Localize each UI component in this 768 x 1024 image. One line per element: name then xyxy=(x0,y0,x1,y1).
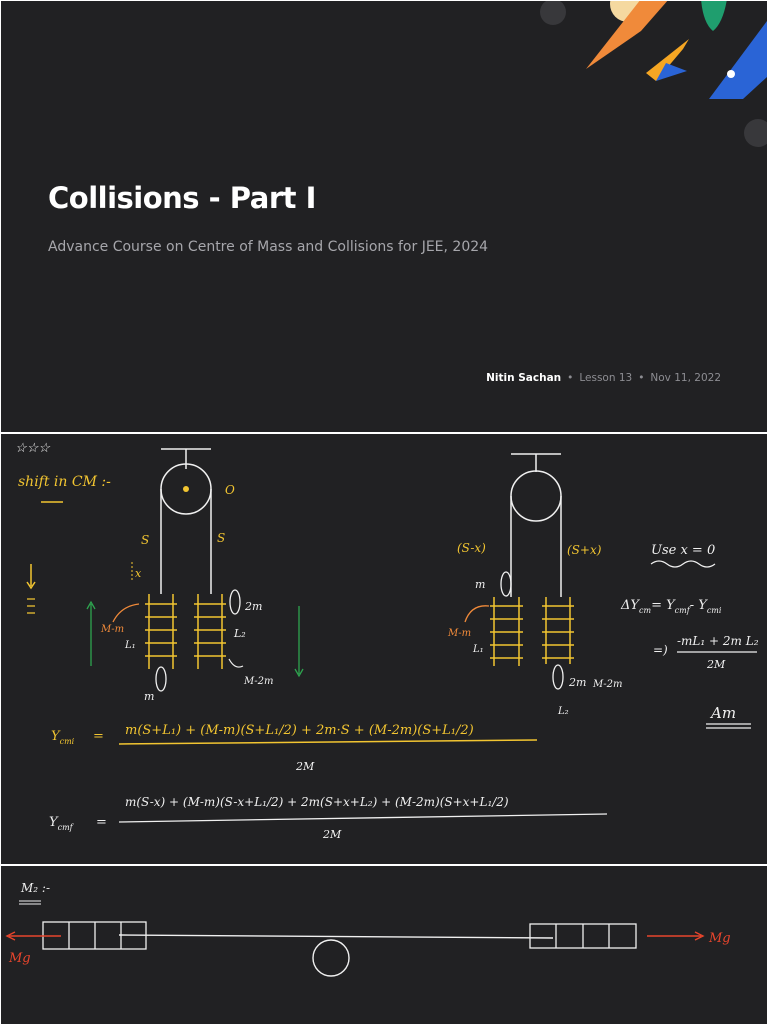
handwritten-notes xyxy=(1,434,767,864)
eq-initial-numerator: m(S+L₁) + (M-m)(S+L₁/2) + 2m·S + (M-2m)(S+L₁/2) xyxy=(125,723,474,738)
right-force-label: Mg xyxy=(709,931,731,946)
use-x-note: Use x = 0 xyxy=(651,543,716,558)
whiteboard-page-1 xyxy=(1,434,767,864)
pulley1-rope-right-label: S xyxy=(217,531,226,545)
eq-initial-fraction-bar xyxy=(119,740,537,744)
pulley1-rest: M-2m xyxy=(244,676,274,687)
pulley1-l2: L₂ xyxy=(234,627,246,640)
stars-mark: ☆☆☆ xyxy=(15,441,50,456)
lesson-title: Collisions - Part I xyxy=(48,181,316,215)
author-name: Nitin Sachan xyxy=(486,372,562,384)
eq-final-numerator: m(S-x) + (M-m)(S-x+L₁/2) + 2m(S+x+L₂) + (M-2m)(S+x+L₁/2) xyxy=(125,795,509,809)
person-right xyxy=(230,590,240,614)
ladder-left-2 xyxy=(490,597,523,666)
pulley1-x-label: x xyxy=(135,567,142,580)
notes-heading: shift in CM :- xyxy=(18,474,111,490)
eq-initial-lhs: $Y_{cmi}$ xyxy=(51,729,75,746)
ladder-right-2 xyxy=(542,597,574,664)
pulley1-hm: M-m xyxy=(101,624,125,635)
left-force-label: Mg xyxy=(9,951,31,966)
course-subtitle: Advance Course on Centre of Mass and Collisions for JEE, 2024 xyxy=(48,239,489,255)
result-denominator: 2M xyxy=(707,658,726,671)
decor-dot-icon xyxy=(727,70,735,78)
eq-final-fraction-bar xyxy=(119,814,607,822)
rest-arrow-icon xyxy=(229,659,243,667)
meta-separator: • xyxy=(567,372,574,384)
pivot-circle xyxy=(313,940,349,976)
eq-initial-equals: = xyxy=(93,729,104,744)
eq-initial-denominator: 2M xyxy=(296,760,315,773)
hm2-arrow-icon xyxy=(465,606,489,622)
pulley2-hm: M-m xyxy=(448,628,472,639)
eq-final-lhs: $Y_{cmf}$ xyxy=(49,815,73,832)
hm-arrow-icon xyxy=(113,604,139,622)
decor-pen-icon xyxy=(709,21,767,99)
lesson-number: Lesson 13 xyxy=(579,372,633,384)
box-right xyxy=(530,924,636,948)
result-numerator: -mL₁ + 2m L₂ xyxy=(677,634,759,648)
decor-circle-icon xyxy=(540,1,566,25)
person-left xyxy=(156,667,166,691)
pulley2-l1: L₁ xyxy=(473,644,484,655)
pulley2-rest: M-2m xyxy=(593,679,623,690)
pulley2-mass-bottom: 2m xyxy=(569,676,587,689)
eq-final-denominator: 2M xyxy=(323,828,342,841)
pulley1-rope-left-label: S xyxy=(141,533,150,547)
pulley1-axle xyxy=(183,486,189,492)
decor-leaf-icon xyxy=(701,1,727,31)
eq-final-equals: = xyxy=(96,815,107,830)
pulley1-label-o: O xyxy=(225,483,235,497)
pulley2-l2: L₂ xyxy=(558,706,569,717)
person-bottom xyxy=(553,665,563,689)
pulley2-wheel xyxy=(511,471,561,521)
ladder-right xyxy=(194,594,226,669)
ladder-left xyxy=(145,594,177,669)
meta-separator: • xyxy=(638,372,645,384)
pulley2-mass-top: m xyxy=(475,578,486,591)
delta-label: $\Delta Y_{cm}= Y_{cmf}-$ $Y_{cmi}$ xyxy=(621,598,722,615)
handwritten-notes-2 xyxy=(1,866,767,1024)
scribble-mark xyxy=(27,599,35,613)
wavy-underline xyxy=(651,561,715,567)
lesson-date: Nov 11, 2022 xyxy=(650,372,721,384)
pulley1-mass-bottom: m xyxy=(144,690,155,703)
whiteboard-page-2 xyxy=(1,866,767,1024)
notes-heading-2: M₂ :- xyxy=(21,881,51,895)
title-slide xyxy=(1,1,767,432)
answer-mark: Am xyxy=(711,704,737,722)
person-top xyxy=(501,572,511,596)
pulley2-rope-right-label: (S+x) xyxy=(567,543,602,557)
pulley1-l1: L₁ xyxy=(125,640,136,651)
decor-circle-icon xyxy=(744,119,767,147)
decorative-art xyxy=(1,1,767,432)
result-arrow: =) xyxy=(653,643,668,657)
pulley2-rope-left-label: (S-x) xyxy=(457,541,486,555)
plank xyxy=(119,935,553,938)
lesson-meta xyxy=(486,372,721,384)
pulley1-mass-top: 2m xyxy=(245,600,263,613)
